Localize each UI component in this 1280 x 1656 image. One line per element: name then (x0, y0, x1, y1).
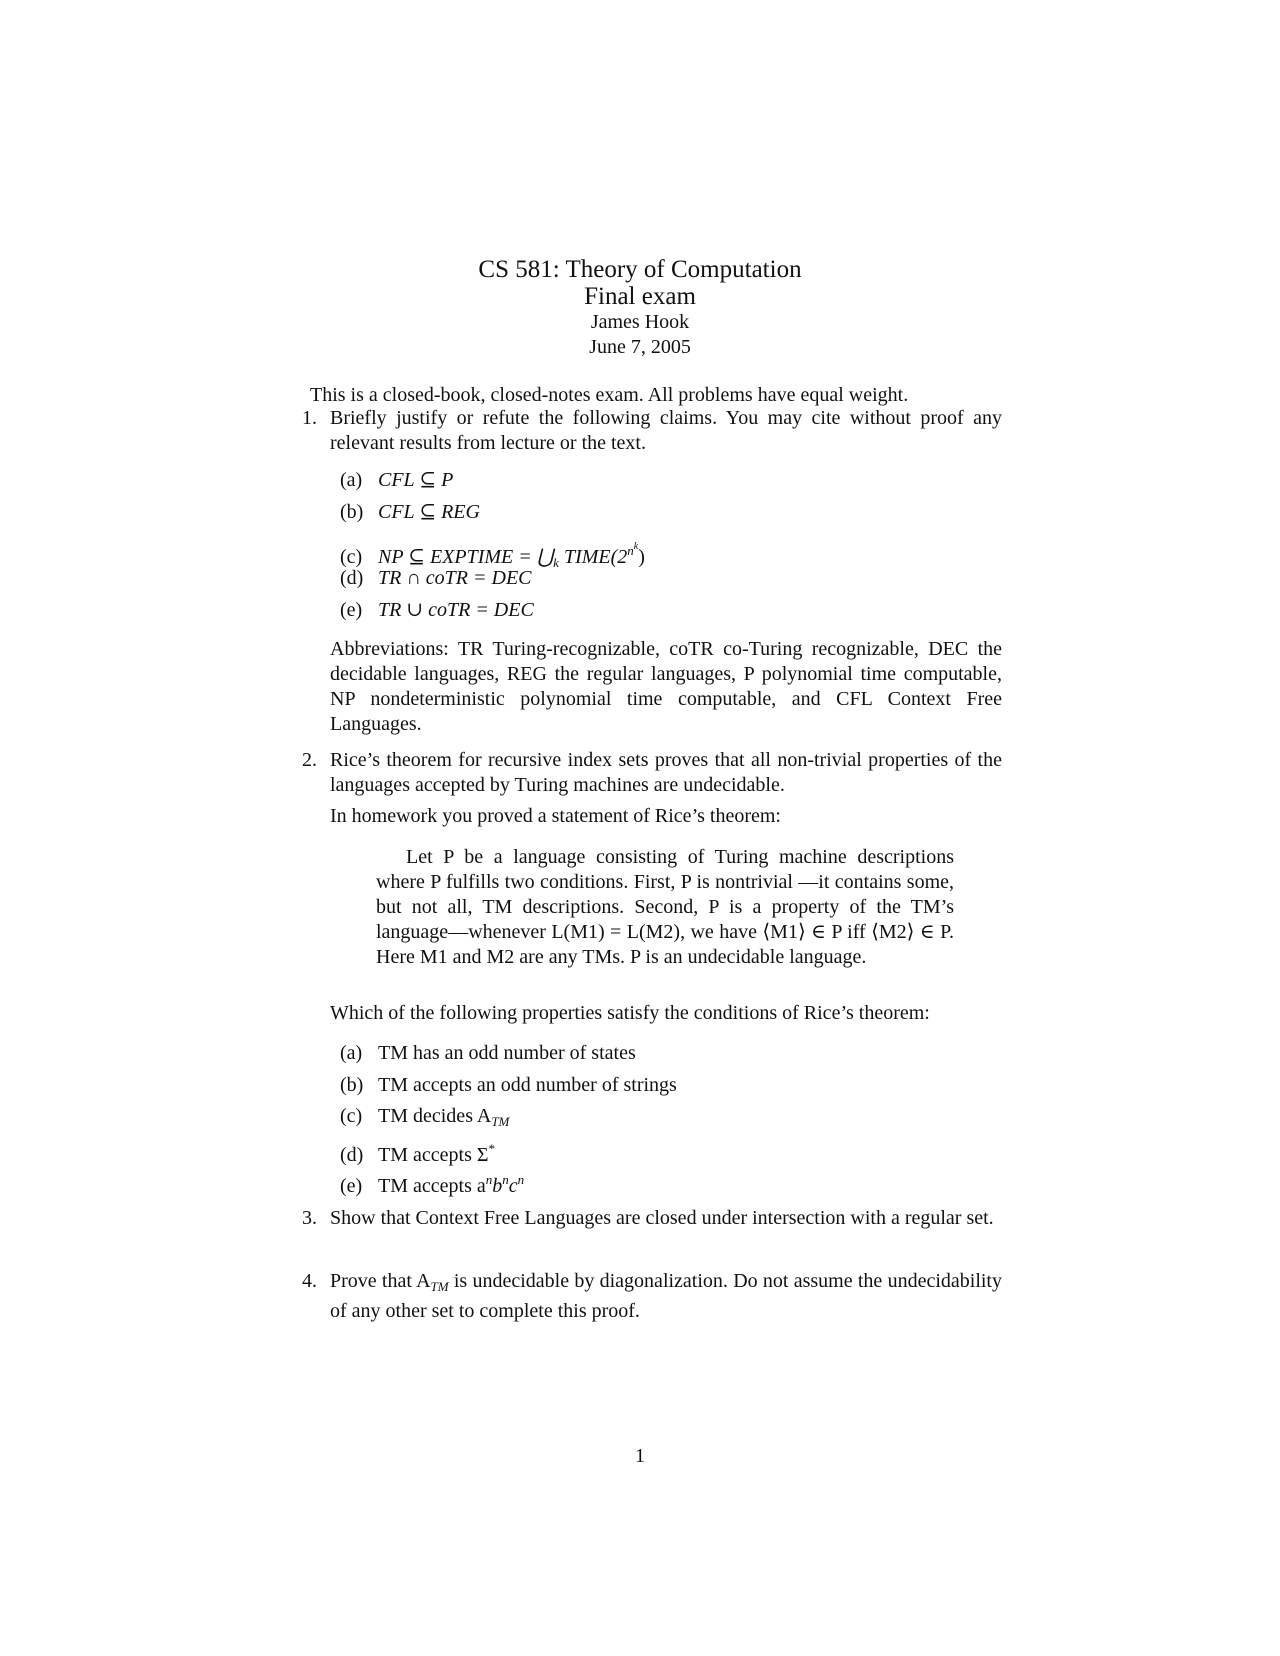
property-superscript: * (488, 1141, 495, 1156)
claim-superscript-2: k (633, 541, 639, 552)
problem-text-post: is undecidable by diagonalization. Do not assume the undecidability of any other set to complete this proof. (330, 1270, 1002, 1322)
property-subscript: TM (491, 1114, 510, 1129)
claim-text: NP ⊆ EXPTIME = ⋃ (378, 546, 554, 568)
property-text: TM accepts an odd number of strings (378, 1074, 677, 1096)
rice-question: Which of the following properties satisfy the conditions of Rice’s theorem: (330, 1002, 930, 1024)
item-label: (a) (340, 1042, 363, 1064)
property-text: TM has an odd number of states (378, 1042, 636, 1064)
problem-text (330, 1269, 1002, 1324)
problem-number: 4. (302, 1270, 317, 1292)
item-label: (d) (340, 567, 364, 589)
property-item (340, 1041, 636, 1066)
item-label: (d) (340, 1144, 364, 1166)
property-text: TM accepts a (378, 1175, 486, 1197)
item-label: (b) (340, 1074, 364, 1096)
problem-3 (302, 1206, 1002, 1231)
claim-text: CFL ⊆ REG (378, 501, 480, 523)
problem-2 (302, 748, 1002, 798)
item-label: (e) (340, 1175, 363, 1197)
claim-tail: TIME(2 (558, 546, 628, 568)
claim-item (340, 468, 453, 493)
problem-text: Briefly justify or refute the following claims. You may cite without proof any relevant results from lecture or the text. (330, 407, 1002, 454)
exam-date: June 7, 2005 (589, 336, 691, 358)
item-label: (c) (340, 546, 363, 568)
page-number: 1 (635, 1445, 645, 1467)
property-symbol: c (508, 1175, 518, 1197)
problem-4 (302, 1269, 1002, 1324)
property-item (340, 1073, 677, 1098)
abbreviations: Abbreviations: TR Turing-recognizable, coTR co-Turing recognizable, DEC the decidable languages, REG the regular languages, P polynomial time computable, NP nondeterministic polynomial time computable, and CFL Context Free Languages. (330, 638, 1002, 735)
problem-text-pre: Prove that A (330, 1270, 431, 1292)
claim-text: CFL ⊆ P (378, 469, 454, 491)
property-item (340, 1104, 509, 1134)
course-title: CS 581: Theory of Computation (478, 256, 802, 283)
claim-text: TR ∪ coTR = DEC (378, 599, 534, 621)
property-text: TM accepts Σ (378, 1144, 489, 1166)
claim-end: ) (638, 546, 645, 568)
problem-text: Show that Context Free Languages are closed under intersection with a regular set. (330, 1207, 994, 1229)
property-item (340, 1136, 495, 1168)
property-text: TM decides A (378, 1105, 492, 1127)
title-block (0, 256, 1280, 360)
property-symbol: b (492, 1175, 503, 1197)
homework-text: In homework you proved a statement of Rice’s theorem: (330, 805, 781, 827)
property-superscript: n (485, 1172, 493, 1187)
rice-theorem-quote: Let P be a language consisting of Turing machine descriptions where P fulfills two conditions. First, P is nontrivial —it contains some, but not all, TM descriptions. Second, P is a property of the TM’s language—whenever L(M1) = L(M2), we have ⟨M1⟩ ∈ P iff ⟨M2⟩ ∈ P. Here M1 and M2 are any TMs. P is an undecidable language. (376, 846, 954, 968)
item-label: (c) (340, 1105, 363, 1127)
problem-subscript: TM (430, 1279, 449, 1294)
problem-1 (302, 406, 1002, 456)
claim-subscript: k (553, 555, 559, 570)
item-label: (b) (340, 501, 364, 523)
claim-superscript: n (627, 543, 634, 558)
problem-number: 2. (302, 749, 317, 771)
item-label: (a) (340, 469, 363, 491)
claim-item (340, 566, 532, 591)
property-superscript: n (502, 1172, 509, 1187)
claim-text: TR ∩ coTR = DEC (378, 567, 532, 589)
property-superscript: n (517, 1172, 525, 1187)
claim-item (340, 598, 534, 623)
problem-number: 3. (302, 1207, 317, 1229)
exam-subtitle: Final exam (584, 283, 696, 310)
problem-text: Rice’s theorem for recursive index sets proves that all non-trivial properties of the languages accepted by Turing machines are undecidable. (330, 749, 1002, 796)
item-label: (e) (340, 599, 363, 621)
problem-number: 1. (302, 407, 317, 429)
author: James Hook (590, 311, 690, 333)
claim-item (340, 500, 480, 525)
intro-text: This is a closed-book, closed-notes exam. All problems have equal weight. (310, 384, 909, 406)
property-item (340, 1167, 524, 1199)
